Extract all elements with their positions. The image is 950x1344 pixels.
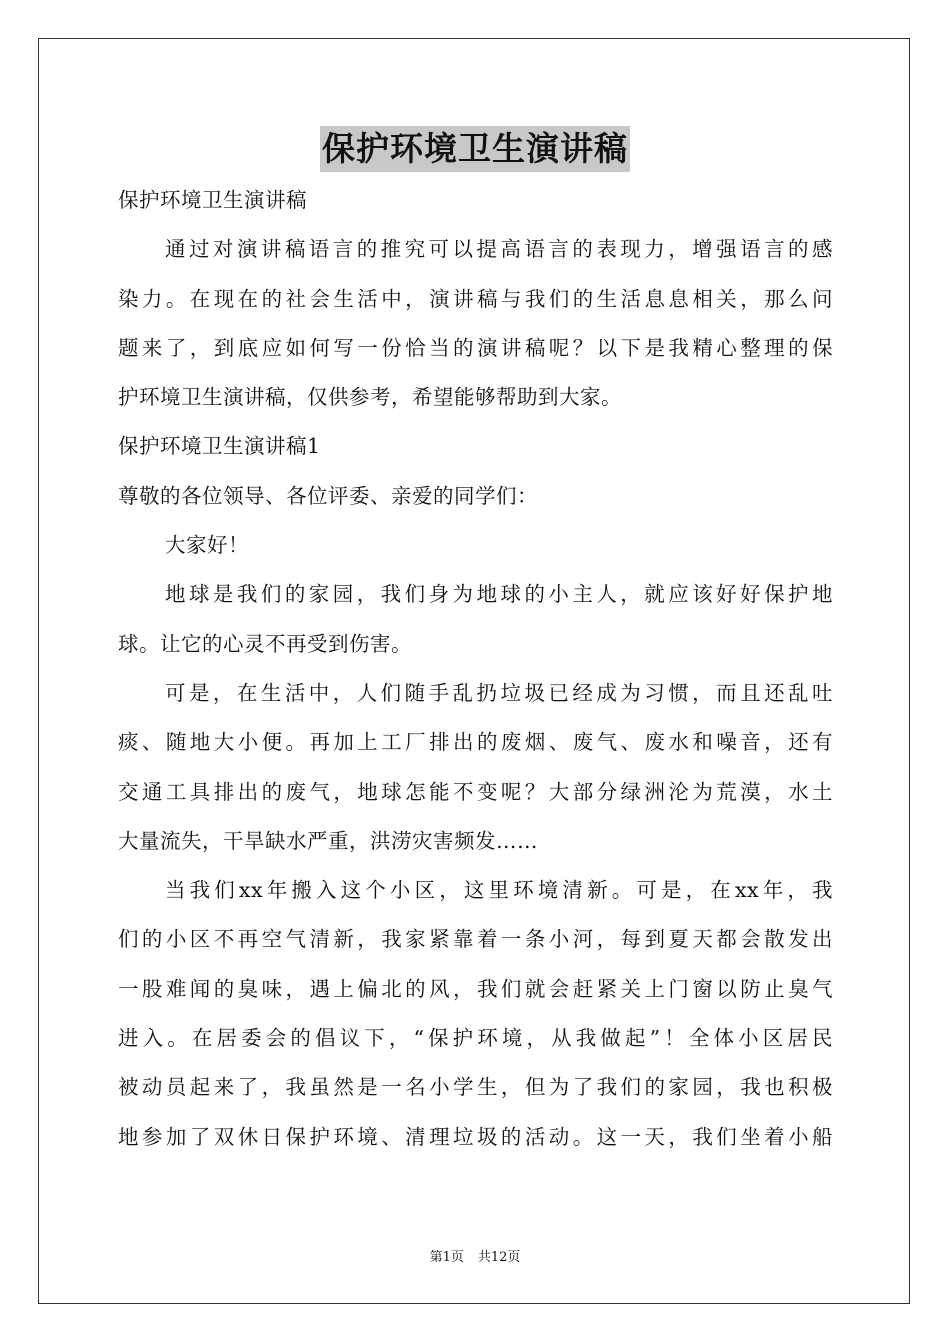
paragraph-line: 护环境卫生演讲稿，仅供参考，希望能够帮助到大家。 <box>118 385 622 410</box>
document-body <box>118 176 833 1162</box>
document-title: 保护环境卫生演讲稿 <box>320 126 630 172</box>
paragraph-line: 题来了，到底应如何写一份恰当的演讲稿呢？以下是我精心整理的保 <box>118 335 833 360</box>
page-number: 第1页 <box>429 1250 464 1265</box>
paragraph-line: 地球是我们的家园，我们身为地球的小主人，就应该好好保护地 <box>165 582 833 607</box>
subtitle-line: 保护环境卫生演讲稿 <box>118 188 307 212</box>
salutation-line: 尊敬的各位领导、各位评委、亲爱的同学们： <box>118 483 538 508</box>
paragraph-line: 通过对演讲稿语言的推究可以提高语言的表现力，增强语言的感 <box>165 237 833 262</box>
paragraph-line: 可是，在生活中，人们随手乱扔垃圾已经成为习惯，而且还乱吐 <box>165 680 833 705</box>
paragraph-line: 一股难闻的臭味，遇上偏北的风，我们就会赶紧关上门窗以防止臭气 <box>118 976 833 1001</box>
paragraph-line: 染力。在现在的社会生活中，演讲稿与我们的生活息息相关，那么问 <box>118 286 833 311</box>
page-total: 共12页 <box>477 1250 521 1265</box>
paragraph-line: 们的小区不再空气清新，我家紧靠着一条小河，每到夏天都会散发出 <box>118 927 833 952</box>
paragraph-line: 球。让它的心灵不再受到伤害。 <box>118 631 412 656</box>
section-heading: 保护环境卫生演讲稿1 <box>118 434 321 459</box>
page-footer <box>0 1248 950 1268</box>
title-container <box>0 126 950 172</box>
paragraph-line: 当我们xx年搬入这个小区，这里环境清新。可是，在xx年，我 <box>165 878 833 903</box>
greeting-line: 大家好！ <box>165 533 249 558</box>
paragraph-line: 大量流失，干旱缺水严重，洪涝灾害频发…… <box>118 828 538 853</box>
paragraph-line: 交通工具排出的废气，地球怎能不变呢？大部分绿洲沦为荒漠，水土 <box>118 779 833 804</box>
paragraph-line: 地参加了双休日保护环境、清理垃圾的活动。这一天，我们坐着小船 <box>118 1124 833 1149</box>
paragraph-line: 被动员起来了，我虽然是一名小学生，但为了我们的家园，我也积极 <box>118 1075 833 1100</box>
paragraph-line: 进入。在居委会的倡议下，“保护环境，从我做起”！全体小区居民 <box>118 1026 833 1051</box>
paragraph-line: 痰、随地大小便。再加上工厂排出的废烟、废气、废水和噪音，还有 <box>118 730 833 755</box>
